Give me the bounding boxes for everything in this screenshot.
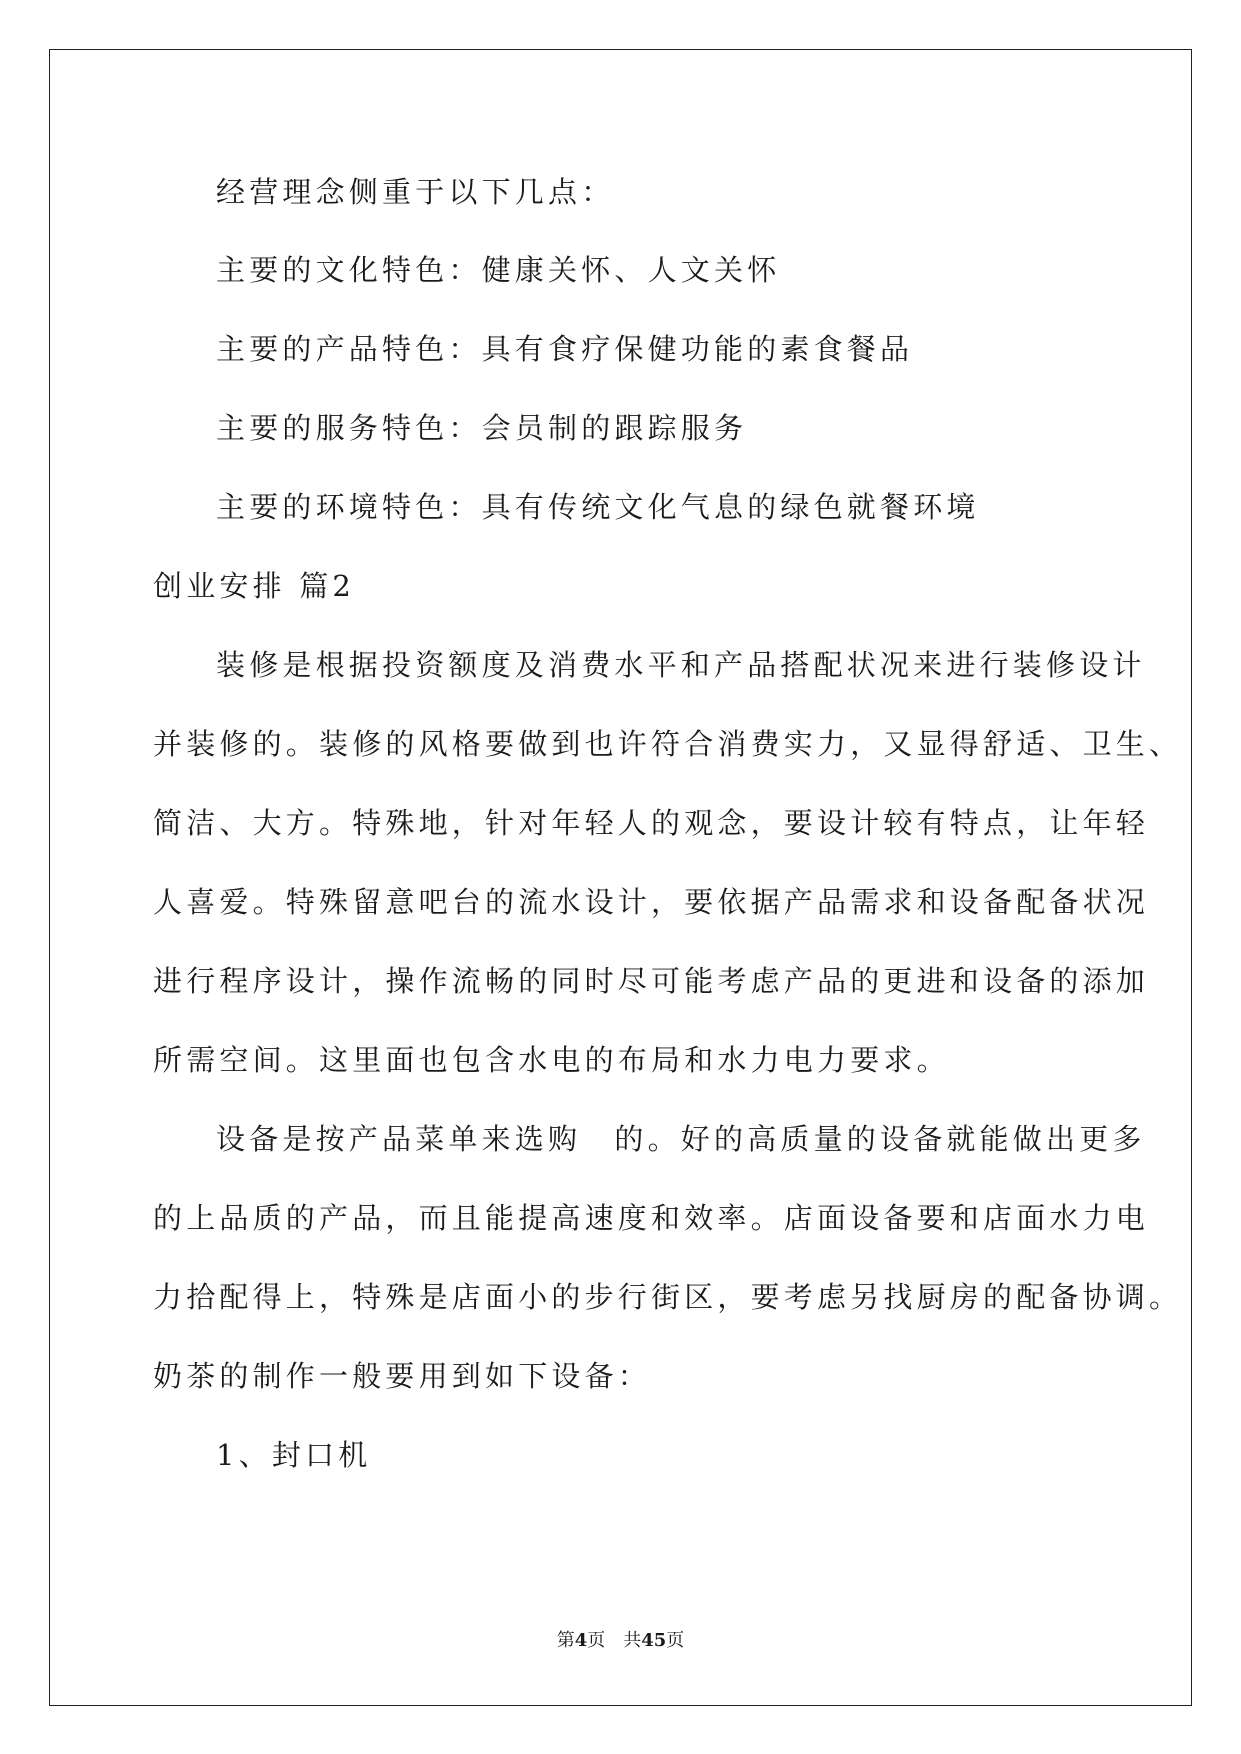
current-page-number: 4 bbox=[574, 1630, 588, 1651]
text-line: 主要的环境特色：具有传统文化气息的绿色就餐环境 bbox=[216, 490, 980, 524]
footer-suffix: 页 bbox=[666, 1630, 685, 1651]
text-line: 主要的服务特色：会员制的跟踪服务 bbox=[216, 411, 748, 445]
text-line: 装修是根据投资额度及消费水平和产品搭配状况来进行装修设计 bbox=[216, 648, 1146, 682]
text-line: 主要的文化特色：健康关怀、人文关怀 bbox=[216, 253, 781, 287]
text-line: 所需空间。这里面也包含水电的布局和水力电力要求。 bbox=[153, 1043, 950, 1077]
text-line: 进行程序设计，操作流畅的同时尽可能考虑产品的更进和设备的添加 bbox=[153, 964, 1150, 998]
text-line: 主要的产品特色：具有食疗保健功能的素食餐品 bbox=[216, 332, 914, 366]
text-line: 并装修的。装修的风格要做到也许符合消费实力，又显得舒适、卫生、 bbox=[153, 727, 1183, 761]
section-heading: 创业安排 篇2 bbox=[153, 569, 356, 603]
footer-prefix: 第 bbox=[556, 1630, 575, 1651]
list-item: 1、封口机 bbox=[216, 1438, 372, 1472]
text-line: 经营理念侧重于以下几点： bbox=[216, 175, 615, 209]
text-line: 人喜爱。特殊留意吧台的流水设计，要依据产品需求和设备配备状况 bbox=[153, 885, 1150, 919]
page-footer bbox=[0, 1629, 1241, 1653]
total-page-number: 45 bbox=[641, 1630, 667, 1651]
text-line: 力拾配得上，特殊是店面小的步行街区，要考虑另找厨房的配备协调。 bbox=[153, 1280, 1183, 1314]
text-line: 的上品质的产品，而且能提高速度和效率。店面设备要和店面水力电 bbox=[153, 1201, 1150, 1235]
text-line: 奶茶的制作一般要用到如下设备： bbox=[153, 1359, 652, 1393]
footer-middle: 页 共 bbox=[587, 1630, 642, 1651]
text-line: 简洁、大方。特殊地，针对年轻人的观念，要设计较有特点，让年轻 bbox=[153, 806, 1150, 840]
text-line: 设备是按产品菜单来选购 的。好的高质量的设备就能做出更多 bbox=[216, 1122, 1146, 1156]
